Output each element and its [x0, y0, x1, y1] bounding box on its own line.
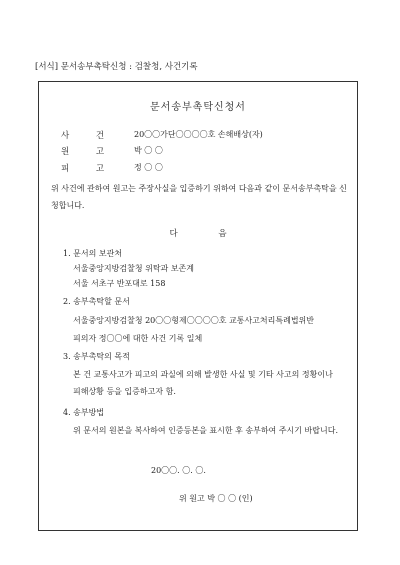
- plaintiff-value: 박 〇 〇: [134, 146, 163, 155]
- section-2-line: 서울중앙지방검찰청 20〇〇형제〇〇〇〇호 교통사고처리특례법위반: [73, 316, 315, 325]
- section-2-title: 2. 송부촉탁할 문서: [63, 297, 130, 306]
- plaintiff-label: 원 고: [61, 147, 117, 157]
- section-4-title: 4. 송부방법: [63, 408, 105, 417]
- form-caption: [서식] 문서송부촉탁신청 : 검찰청, 사건기록: [35, 62, 198, 72]
- document-page: [38, 81, 358, 531]
- signature: 위 원고 박 〇 〇 (인): [179, 494, 253, 503]
- section-heading: 다 음: [169, 229, 227, 239]
- section-4-text: 위 문서의 원본을 복사하여 인증등본을 표시한 후 송부하여 주시기 바랍니다.: [73, 426, 338, 435]
- request-intro: 위 사건에 관하여 원고는 주장사실을 입증하기 위하여 다음과 같이 문서송부촉탁을 신청합니다.: [51, 184, 347, 210]
- case-label: 사 건: [61, 131, 117, 141]
- section-3-title: 3. 송부촉탁의 목적: [63, 352, 130, 361]
- section-2-line: 피의자 정〇〇에 대한 사건 기록 일체: [73, 334, 203, 343]
- document-date: 20〇〇. 〇. 〇.: [151, 466, 206, 475]
- section-3-text: 본 건 교통사고가 피고의 과실에 의해 발생한 사실 및 기타 사고의 정황이나 피해상황 등을 입증하고자 함.: [73, 370, 333, 396]
- case-value: 20〇〇가단〇〇〇〇호 손해배상(자): [134, 130, 263, 139]
- section-1-line: 서울 서초구 반포대로 158: [73, 279, 166, 288]
- defendant-label: 피 고: [61, 164, 117, 174]
- section-1-line: 서울중앙지방검찰청 위탁과 보존계: [73, 264, 195, 273]
- defendant-value: 정 〇 〇: [134, 163, 163, 172]
- document-title: 문서송부촉탁신청서: [150, 102, 246, 113]
- section-1-title: 1. 문서의 보관처: [63, 249, 123, 258]
